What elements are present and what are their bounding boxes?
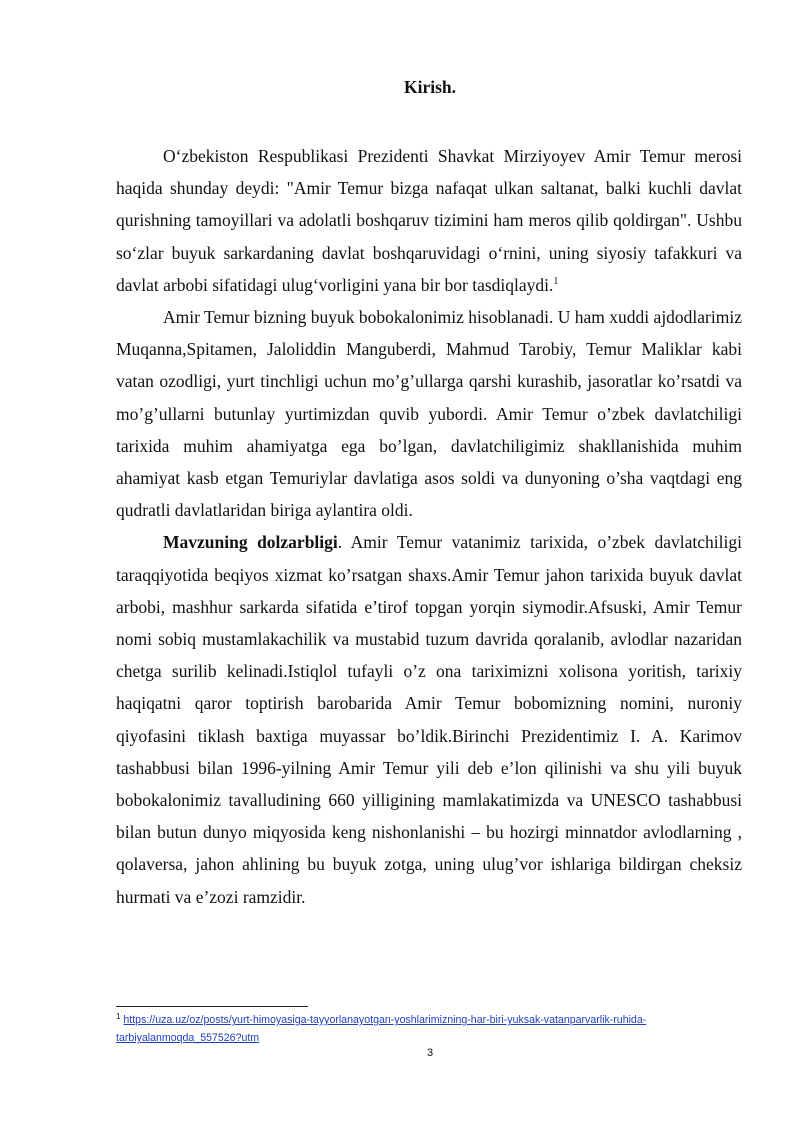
paragraph-temur bbox=[116, 301, 742, 526]
paragraph-temur-text: Amir Temur bizning buyuk bobokalonimiz hisoblanadi. U ham xuddi ajdodlarimiz Muqanna,Spitamen, Jaloliddin Manguberdi, Mahmud Tarobiy, Temur Maliklar kabi vatan ozodligi, yurt tinchligi uchun mo’g’ullarga qarshi kurashib, jasoratlar ko’rsatdi va mo’g’ullarni butunlay yurtimizdan quvib yubordi. Amir Temur o’zbek davlatchiligi tarixida muhim ahamiyatga ega bo’lgan, davlatchiligimiz shakllanishida muhim ahamiyat kasb etgan Temuriylar davlatiga asos soldi va dunyoning o’sha vaqtdagi eng qudratli davlatlaridan biriga aylantira oldi. bbox=[116, 307, 742, 521]
footnote-reference[interactable]: 1 bbox=[553, 275, 559, 287]
paragraph-intro bbox=[116, 140, 742, 301]
footnote-link[interactable]: https://uza.uz/oz/posts/yurt-himoyasiga-tayyorlanayotgan-yoshlarimizning-har-biri-yuksak-vatanparvarlik-ruhida-tarbiyalanmoqda_557526?utm bbox=[116, 1014, 647, 1044]
footnote-divider bbox=[116, 1006, 308, 1007]
page-title: Kirish. bbox=[403, 77, 457, 97]
paragraph-intro-text: O‘zbekiston Respublikasi Prezidenti Shavkat Mirziyoyev Amir Temur merosi haqida shunday deydi: "Amir Temur bizga nafaqat ulkan saltanat, balki kuchli davlat qurishning tamoyillari va adolatli boshqaruv tizimini ham meros qilib qoldirgan". Ushbu so‘zlar buyuk sarkardaning davlat boshqaruvidagi o‘rnini, uning siyosiy tafakkuri va davlat arbobi sifatidagi ulug‘vorligini yana bir bor tasdiqlaydi. bbox=[116, 146, 742, 295]
paragraph-relevance bbox=[116, 526, 742, 912]
body-text bbox=[116, 140, 742, 913]
page-number: 3 bbox=[426, 1047, 434, 1059]
relevance-heading: Mavzuning dolzarbligi bbox=[163, 532, 338, 553]
paragraph-relevance-text: . Amir Temur vatanimiz tarixida, o’zbek davlatchiligi taraqqiyotida beqiyos xizmat ko’rsatgan shaxs.Amir Temur jahon tarixida buyuk davlat arbobi, mashhur sarkarda sifatida e’tirof topgan yorqin siymodir.Afsuski, Amir Temur nomi sobiq mustamlakachilik va mustabid tuzum davrida qoralanib, avlodlar nazaridan chetga surilib kelinadi.Istiqlol tufayli o’z ona tariximizni xolisona yoritish, tarixiy haqiqatni qaror toptirish barobarida Amir Temur bobomizning nomini, nuroniy qiyofasini tiklash baxtiga muyassar bo’ldik.Birinchi Prezidentimiz I. A. Karimov tashabbusi bilan 1996-yilning Amir Temur yili deb e’lon qilinishi va shu yili buyuk bobokalonimiz tavalludining 660 yilligining mamlakatimizda va UNESCO tashabbusi bilan butun dunyo miqyosida keng nishonlanishi – bu hozirgi minnatdor avlodlarning , qolaversa, jahon ahlining bu buyuk zotga, uning ulug’vor ishlariga bildirgan cheksiz hurmati va e’zozi ramzidir. bbox=[116, 532, 743, 907]
footnote bbox=[116, 1011, 742, 1047]
footnote-mark: 1 bbox=[116, 1012, 121, 1021]
